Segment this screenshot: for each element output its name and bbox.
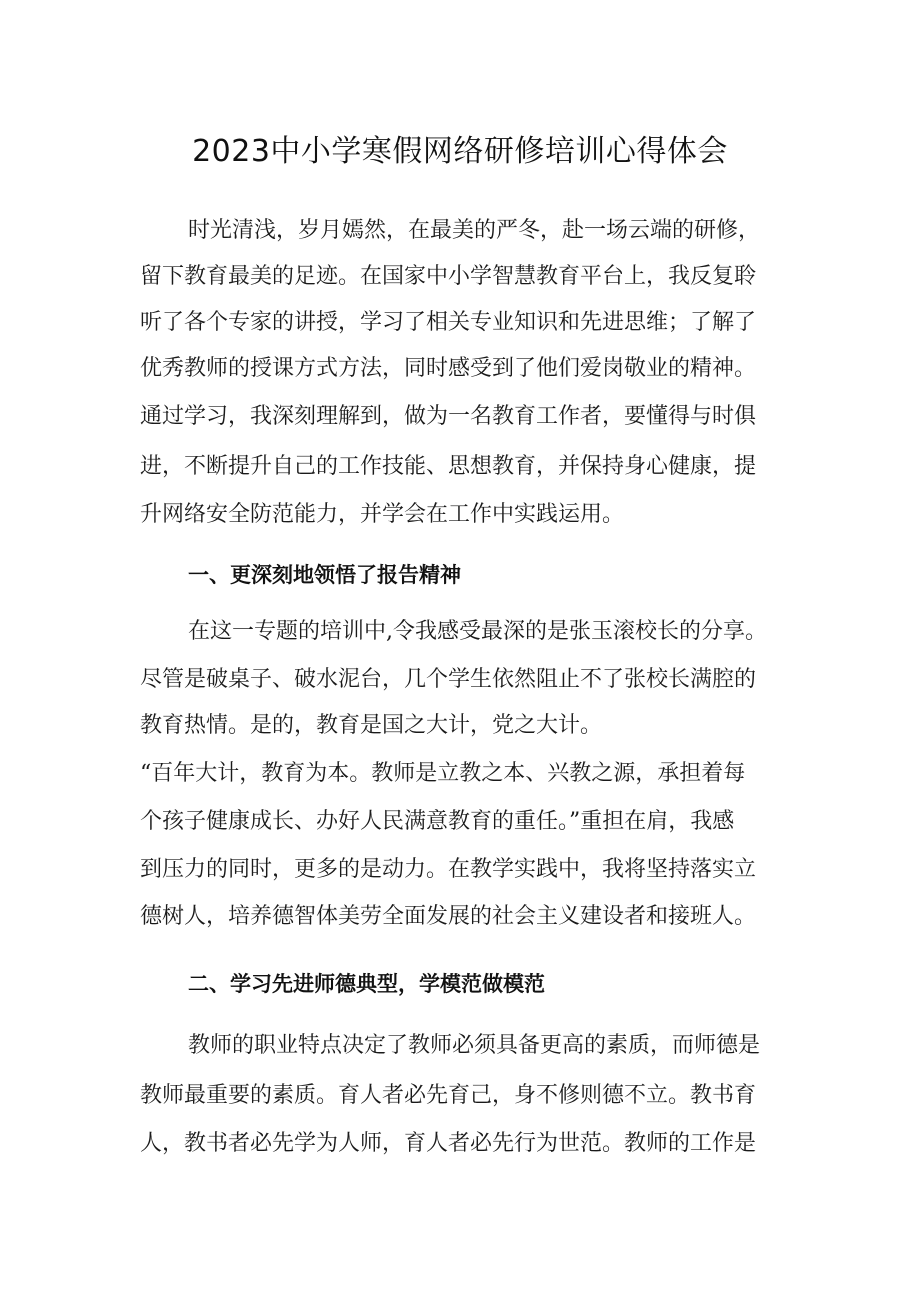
document-title: 2023中小学寒假网络研修培训心得体会 [192, 134, 728, 169]
paragraph-line: 到压力的同时，更多的是动力。在教学实践中，我将坚持落实立 [140, 857, 757, 882]
section-heading: 二、学习先进师德典型，学模范做模范 [188, 972, 545, 996]
paragraph-line: 人，教书者必先学为人师，育人者必先行为世范。教师的工作是 [140, 1131, 757, 1156]
paragraph-line: “百年大计，教育为本。教师是立教之本、兴教之源，承担着每 [140, 761, 746, 786]
paragraph-line: 通过学习，我深刻理解到，做为一名教育工作者，要懂得与时俱 [140, 404, 757, 429]
paragraph-line: 时光清浅，岁月嫣然，在最美的严冬，赴一场云端的研修， [188, 218, 761, 243]
paragraph-line: 升网络安全防范能力，并学会在工作中实践运用。 [140, 502, 625, 527]
paragraph-line: 个孩子健康成长、办好人民满意教育的重任。”重担在肩，我感 [140, 809, 735, 834]
paragraph-line: 留下教育最美的足迹。在国家中小学智慧教育平台上，我反复聆 [140, 264, 757, 289]
paragraph-line: 进，不断提升自己的工作技能、思想教育，并保持身心健康，提 [140, 454, 757, 479]
section-heading: 一、更深刻地领悟了报告精神 [188, 563, 461, 587]
paragraph-line: 尽管是破桌子、破水泥台，几个学生依然阻止不了张校长满腔的 [140, 667, 757, 692]
paragraph-line: 在这一专题的培训中,令我感受最深的是张玉滚校长的分享。 [188, 619, 767, 644]
paragraph-line: 教师最重要的素质。育人者必先育己，身不修则德不立。教书育 [140, 1083, 757, 1108]
paragraph-line: 教师的职业特点决定了教师必须具备更高的素质，而师德是 [188, 1033, 761, 1058]
paragraph-line: 听了各个专家的讲授，学习了相关专业知识和先进思维；了解了 [140, 310, 757, 335]
paragraph-line: 教育热情。是的，教育是国之大计，党之大计。 [140, 713, 603, 738]
paragraph-line: 优秀教师的授课方式方法，同时感受到了他们爱岗敬业的精神。 [140, 356, 757, 381]
paragraph-line: 德树人，培养德智体美劳全面发展的社会主义建设者和接班人。 [140, 904, 757, 929]
